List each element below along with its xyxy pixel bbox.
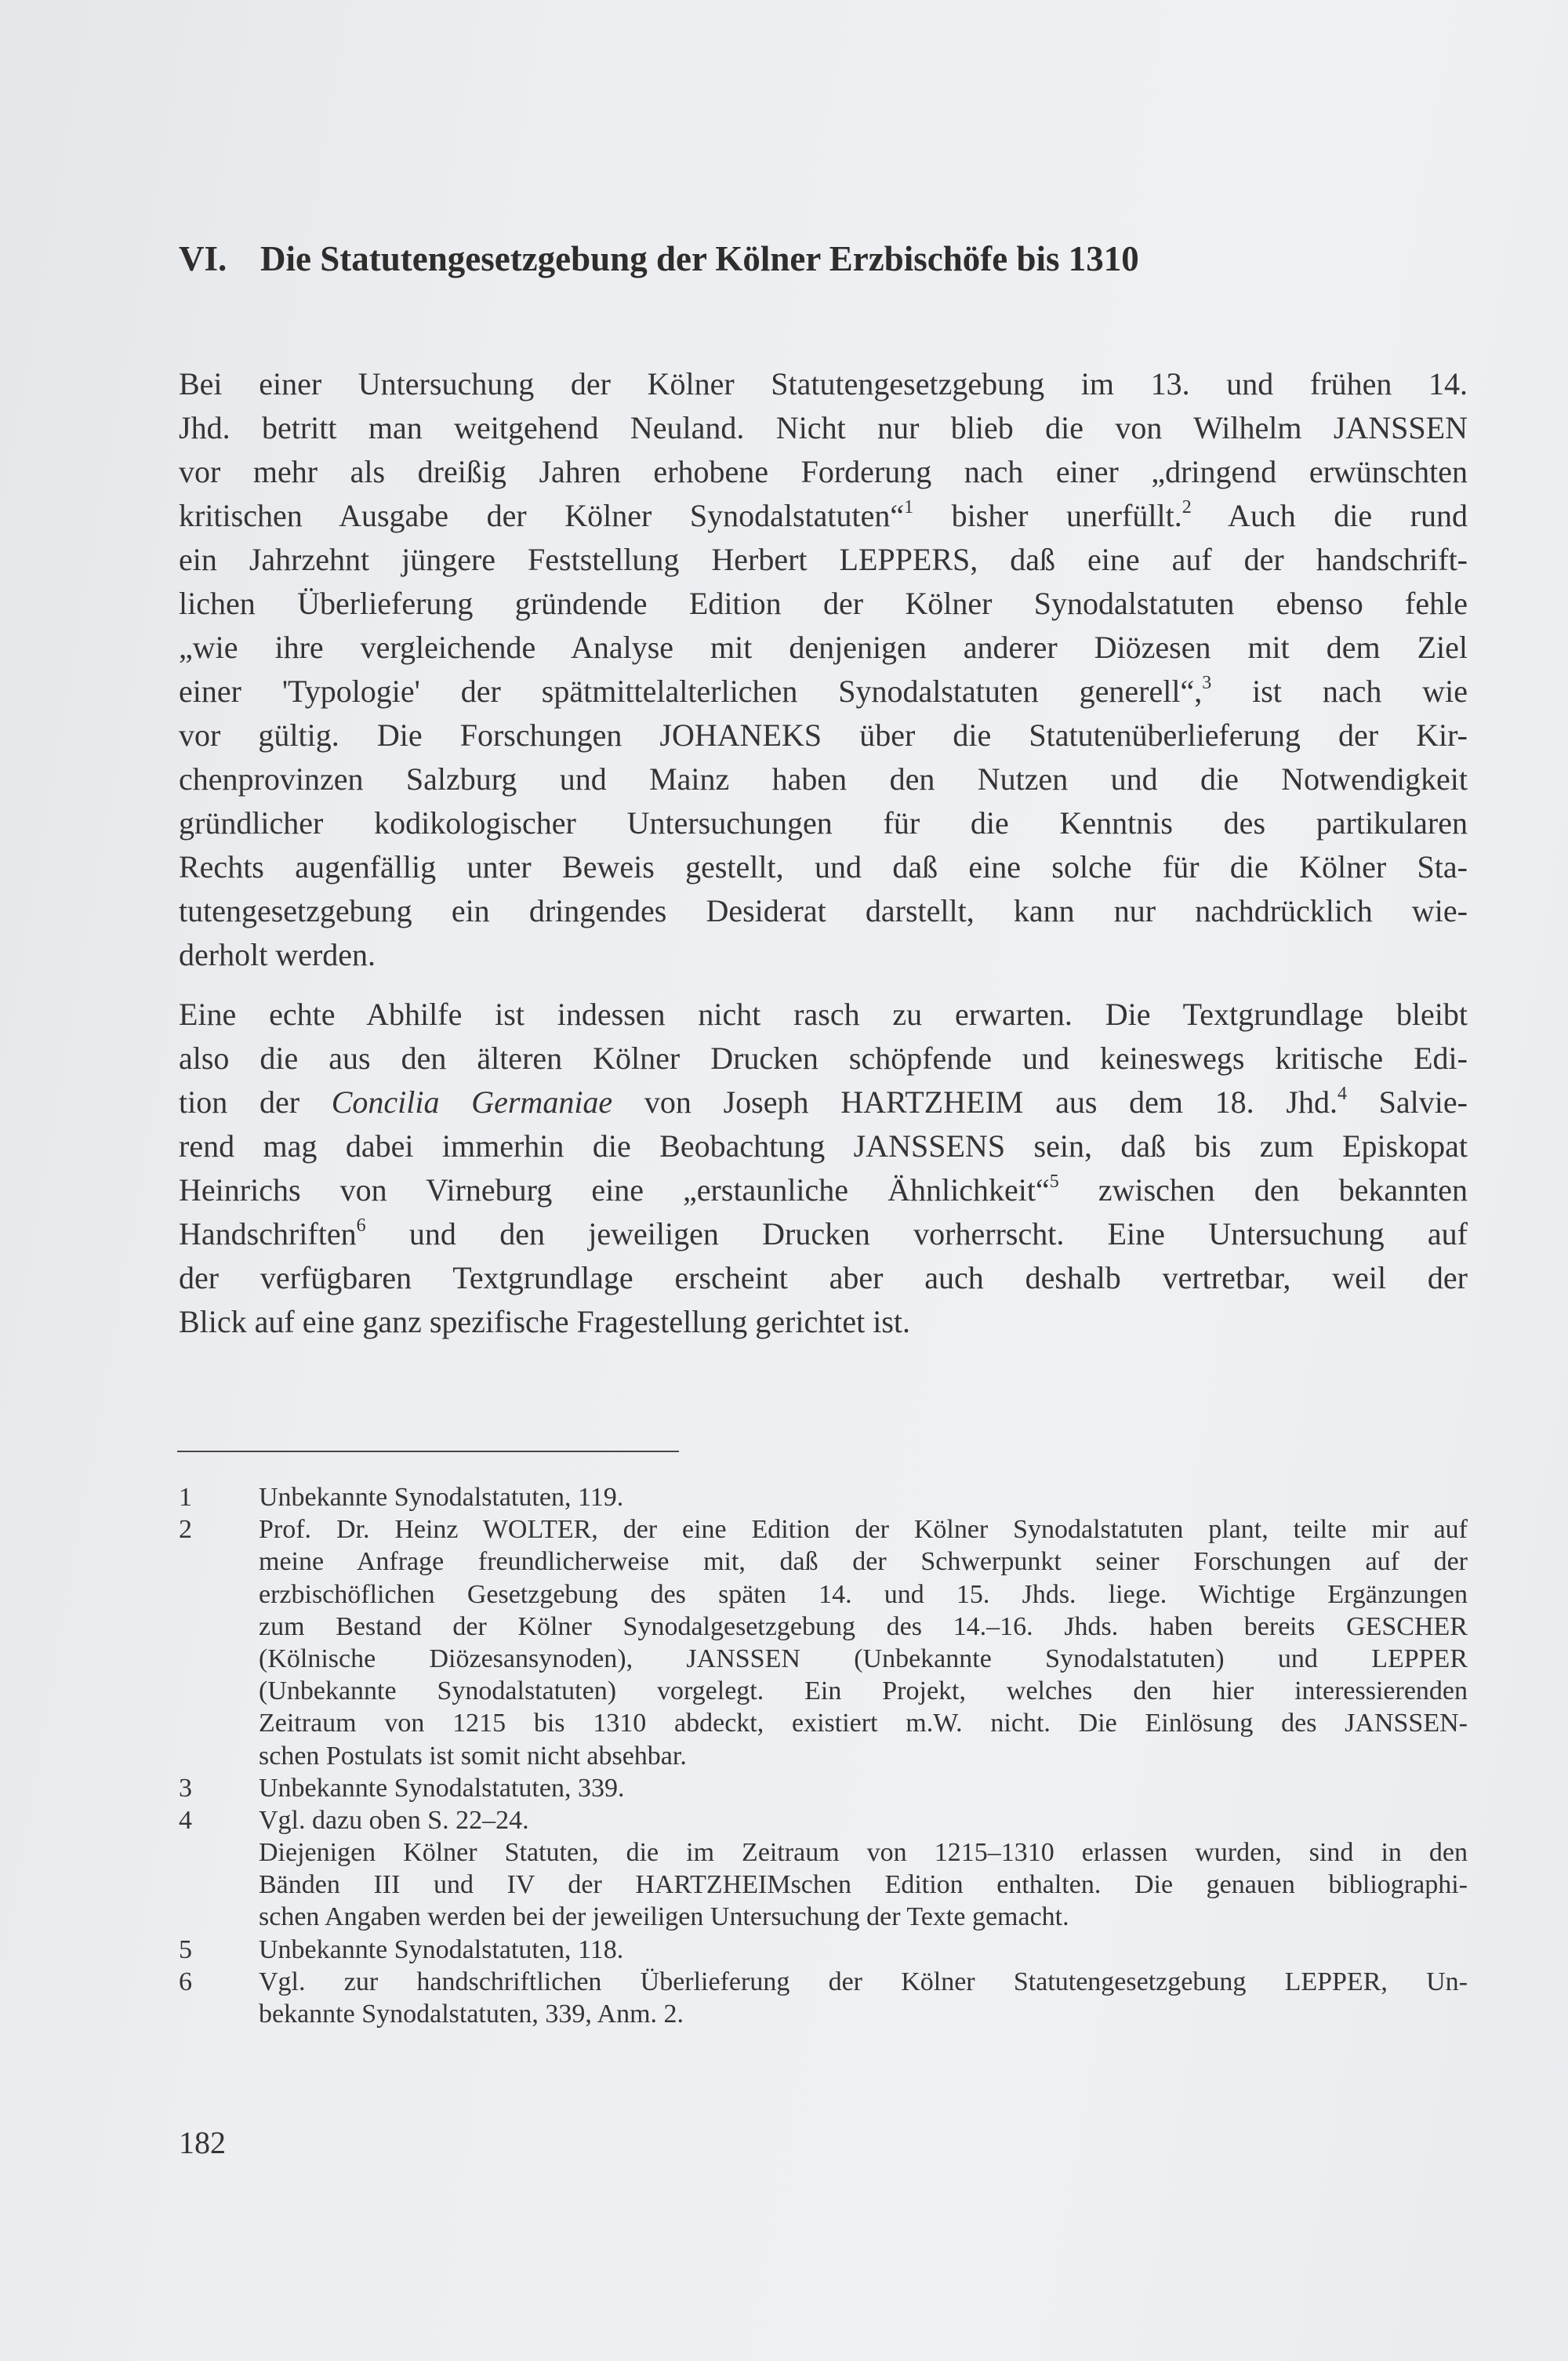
- text-run: Auch die rund: [1191, 498, 1468, 533]
- footnote-reference: 3: [1202, 673, 1212, 694]
- text-run: also die aus den älteren Kölner Drucken schöpfende und keineswegs kritische Edi-: [179, 1041, 1468, 1076]
- footnote-number: 2: [179, 1515, 192, 1545]
- footnote-line: [259, 1869, 1468, 1901]
- footnote: [0, 1836, 1568, 1934]
- footnote-text: [259, 1804, 1468, 1836]
- footnote-divider: [177, 1451, 679, 1452]
- body-text: [179, 362, 1468, 1344]
- footnote-line: [259, 1740, 1468, 1772]
- footnotes: [0, 1481, 1568, 2030]
- footnote-line: [259, 1934, 1468, 1966]
- text-line: [179, 1256, 1468, 1300]
- text-run: Salvie-: [1346, 1084, 1468, 1120]
- text-run: meine Anfrage freundlicherweise mit, daß der Schwerpunkt seiner Forschungen auf der: [259, 1547, 1468, 1577]
- footnote: [0, 1772, 1568, 1804]
- text-run: schen Postulats ist somit nicht absehbar.: [259, 1741, 687, 1771]
- text-run: von Joseph HARTZHEIM aus dem 18. Jhd.: [612, 1084, 1338, 1120]
- section-heading: [179, 234, 1139, 284]
- footnote: [0, 1513, 1568, 1772]
- footnote-reference: 5: [1049, 1171, 1059, 1193]
- text-run: (Unbekannte Synodalstatuten) vorgelegt. Ein Projekt, welches den hier interessierenden: [259, 1676, 1468, 1706]
- text-run: Unbekannte Synodalstatuten, 339.: [259, 1773, 625, 1803]
- footnote-number: 5: [179, 1934, 192, 1964]
- text-run: gründlicher kodikologischer Untersuchungen für die Kenntnis des partikularen: [179, 805, 1468, 841]
- text-run: tutengesetzgebung ein dringendes Desiderat darstellt, kann nur nachdrücklich wie-: [179, 893, 1468, 928]
- text-line: [179, 406, 1468, 450]
- section-number: VI.: [179, 239, 227, 278]
- footnote: [0, 1966, 1568, 2030]
- footnote-text: [259, 1481, 1468, 1513]
- text-run: „wie ihre vergleichende Analyse mit denjenigen anderer Diözesen mit dem Ziel: [179, 630, 1468, 665]
- text-line: [179, 1300, 1468, 1344]
- footnote: [0, 1481, 1568, 1513]
- page-number: 182: [179, 2125, 226, 2160]
- text-line: [179, 1081, 1468, 1124]
- footnote-line: [259, 1998, 1468, 2030]
- text-line: [179, 1168, 1468, 1212]
- text-run: bisher unerfüllt.: [913, 498, 1182, 533]
- text-run: Blick auf eine ganz spezifische Fragestellung gerichtet ist.: [179, 1304, 911, 1339]
- text-run: einer 'Typologie' der spätmittelalterlichen Synodalstatuten generell“,: [179, 674, 1203, 709]
- text-run: erzbischöflichen Gesetzgebung des späten 14. und 15. Jhds. liege. Wichtige Ergänzungen: [259, 1579, 1468, 1609]
- text-run: zum Bestand der Kölner Synodalgesetzgebung des 14.–16. Jhds. haben bereits GESCHER: [259, 1611, 1468, 1641]
- footnote-reference: 1: [904, 497, 914, 518]
- footnote-text: [259, 1966, 1468, 2030]
- text-line: [179, 450, 1468, 494]
- section-title: Die Statutengesetzgebung der Kölner Erzbischöfe bis 1310: [260, 239, 1139, 278]
- text-run: Unbekannte Synodalstatuten, 119.: [259, 1483, 624, 1512]
- text-line: [179, 626, 1468, 670]
- footnote-number: 4: [179, 1805, 192, 1835]
- footnote-text: [259, 1513, 1468, 1772]
- text-run: Unbekannte Synodalstatuten, 118.: [259, 1934, 624, 1964]
- footnote-line: [259, 1481, 1468, 1513]
- italic-title: Concilia Germaniae: [331, 1084, 613, 1120]
- text-run: Vgl. dazu oben S. 22–24.: [259, 1805, 529, 1835]
- text-run: Eine echte Abhilfe ist indessen nicht rasch zu erwarten. Die Textgrundlage bleibt: [179, 997, 1468, 1032]
- text-line: [179, 801, 1468, 845]
- text-run: Bei einer Untersuchung der Kölner Statutengesetzgebung im 13. und frühen 14.: [179, 366, 1468, 401]
- text-run: vor gültig. Die Forschungen JOHANEKS über die Statutenüberlieferung der Kir-: [179, 717, 1468, 753]
- text-line: [179, 714, 1468, 757]
- footnote-number: 6: [179, 1967, 192, 1996]
- text-run: derholt werden.: [179, 937, 376, 972]
- text-run: Heinrichs von Virneburg eine „erstaunliche Ähnlichkeit“: [179, 1172, 1050, 1208]
- footnote: [0, 1804, 1568, 1836]
- text-line: [179, 993, 1468, 1037]
- text-run: chenprovinzen Salzburg und Mainz haben den Nutzen und die Notwendigkeit: [179, 761, 1468, 797]
- text-run: ein Jahrzehnt jüngere Feststellung Herbert LEPPERS, daß eine auf der handschrift-: [179, 542, 1468, 577]
- text-run: zwischen den bekannten: [1058, 1172, 1468, 1208]
- footnote-line: [259, 1707, 1468, 1739]
- text-run: tion der: [179, 1084, 332, 1120]
- footnote-line: [259, 1546, 1468, 1578]
- paragraph: [179, 993, 1468, 1344]
- footnote-number: 3: [179, 1773, 192, 1803]
- text-run: bekannte Synodalstatuten, 339, Anm. 2.: [259, 2000, 684, 2029]
- text-run: Bänden III und IV der HARTZHEIMschen Edition enthalten. Die genauen bibliographi-: [259, 1870, 1468, 1900]
- footnote-line: [259, 1611, 1468, 1643]
- text-run: Zeitraum von 1215 bis 1310 abdeckt, existiert m.W. nicht. Die Einlösung des JANSSEN-: [259, 1709, 1468, 1738]
- footnote-reference: 6: [356, 1215, 366, 1237]
- text-line: [179, 845, 1468, 889]
- footnote-line: [259, 1966, 1468, 1998]
- text-line: [179, 582, 1468, 626]
- footnote-line: [259, 1804, 1468, 1836]
- text-run: vor mehr als dreißig Jahren erhobene Forderung nach einer „dringend erwünschten: [179, 454, 1468, 489]
- footnote-number: 1: [179, 1483, 192, 1512]
- footnote-line: [259, 1578, 1468, 1611]
- text-run: Jhd. betritt man weitgehend Neuland. Nicht nur blieb die von Wilhelm JANSSEN: [179, 410, 1468, 445]
- text-run: Handschriften: [179, 1216, 357, 1251]
- text-line: [179, 670, 1468, 714]
- text-run: Diejenigen Kölner Statuten, die im Zeitraum von 1215–1310 erlassen wurden, sind in den: [259, 1838, 1468, 1868]
- text-line: [179, 494, 1468, 538]
- text-run: (Kölnische Diözesansynoden), JANSSEN (Unbekannte Synodalstatuten) und LEPPER: [259, 1644, 1468, 1673]
- footnote-text: [259, 1772, 1468, 1804]
- text-line: [179, 362, 1468, 406]
- paragraph: [179, 362, 1468, 977]
- text-line: [179, 538, 1468, 582]
- footnote-line: [259, 1772, 1468, 1804]
- footnote-line: [259, 1513, 1468, 1546]
- text-run: rend mag dabei immerhin die Beobachtung JANSSENS sein, daß bis zum Episkopat: [179, 1128, 1468, 1164]
- text-run: ist nach wie: [1211, 674, 1468, 709]
- text-run: Prof. Dr. Heinz WOLTER, der eine Edition der Kölner Synodalstatuten plant, teilte mir auf: [259, 1515, 1468, 1545]
- text-line: [179, 1212, 1468, 1256]
- footnote-line: [259, 1901, 1468, 1933]
- footnote-text: [259, 1934, 1468, 1966]
- text-line: [179, 1124, 1468, 1168]
- footnote-text: [259, 1836, 1468, 1934]
- text-line: [179, 933, 1468, 977]
- text-line: [179, 1037, 1468, 1081]
- text-run: Rechts augenfällig unter Beweis gestellt, und daß eine solche für die Kölner Sta-: [179, 849, 1468, 884]
- footnote-line: [259, 1643, 1468, 1675]
- text-run: der verfügbaren Textgrundlage erscheint aber auch deshalb vertretbar, weil der: [179, 1260, 1468, 1295]
- footnote-reference: 4: [1337, 1084, 1347, 1105]
- text-run: Vgl. zur handschriftlichen Überlieferung der Kölner Statutengesetzgebung LEPPER, Un-: [259, 1967, 1468, 1996]
- footnote: [0, 1934, 1568, 1966]
- text-run: kritischen Ausgabe der Kölner Synodalstatuten“: [179, 498, 905, 533]
- text-line: [179, 757, 1468, 801]
- text-run: und den jeweiligen Drucken vorherrscht. Eine Untersuchung auf: [365, 1216, 1468, 1251]
- text-line: [179, 889, 1468, 933]
- footnote-line: [259, 1836, 1468, 1869]
- footnote-reference: 2: [1181, 497, 1192, 518]
- footnote-line: [259, 1675, 1468, 1707]
- text-run: lichen Überlieferung gründende Edition der Kölner Synodalstatuten ebenso fehle: [179, 586, 1468, 621]
- text-run: schen Angaben werden bei der jeweiligen Untersuchung der Texte gemacht.: [259, 1902, 1069, 1932]
